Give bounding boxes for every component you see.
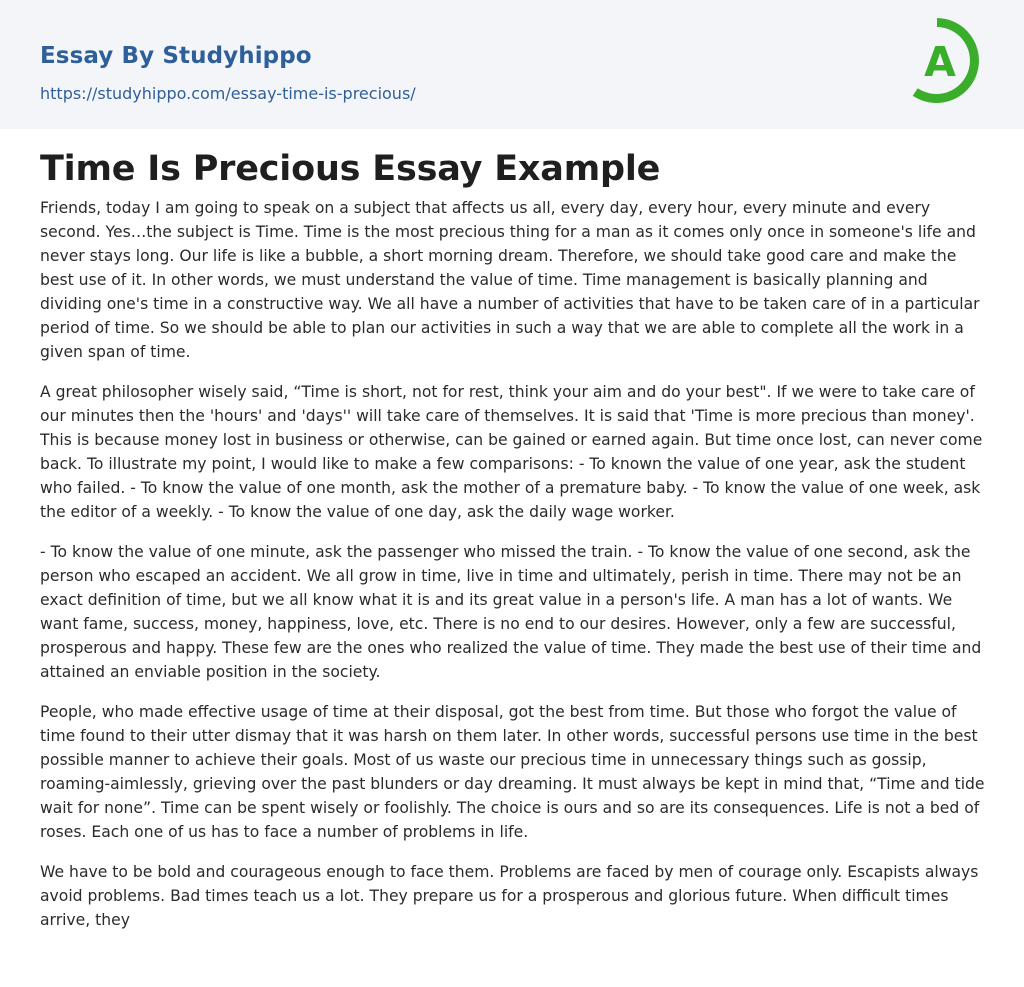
brand-title[interactable]: Essay By Studyhippo	[40, 43, 312, 69]
logo-icon	[909, 17, 991, 107]
logo-letter: A	[924, 38, 956, 86]
page-title: Time Is Precious Essay Example	[40, 149, 661, 189]
essay-paragraph-1: Friends, today I am going to speak on a subject that affects us all, every day, every hour, every minute and every second. Yes…the subject is Time. Time is the most precious thing for a man as it comes only once in someone's life and never stays long. Our life is like a bubble, a short morning dream. Therefore, we should take good care and make the best use of it. In other words, we must understand the value of time. Time management is basically planning and dividing one's time in a constructive way. We all have a number of activities that have to be taken care of in a particular period of time. So we should be able to plan our activities in such a way that we are able to complete all the work in a given span of time.	[40, 199, 980, 361]
essay-paragraph-2: A great philosopher wisely said, “Time is short, not for rest, think your aim and do your best". If we were to take care of our minutes then the 'hours' and 'days'' will take care of themselves. It is said that 'Time is more precious than money'. This is because money lost in business or otherwise, can be gained or earned again. But time once lost, can never come back. To illustrate my point, I would like to make a few comparisons: - To known the value of one year, ask the student who failed. - To know the value of one month, ask the mother of a premature baby. - To know the value of one week, ask the editor of a weekly. - To know the value of one day, ask the daily wage worker.	[40, 383, 983, 521]
site-header	[0, 0, 1024, 129]
essay-paragraph-4: People, who made effective usage of time at their disposal, got the best from time. But those who forgot the value of time found to their utter dismay that it was harsh on them later. In other words, successful persons use time in the best possible manner to achieve their goals. Most of us waste our precious time in unnecessary things such as gossip, roaming-aimlessly, grieving over the past blunders or day dreaming. It must always be kept in mind that, “Time and tide wait for none”. Time can be spent wisely or foolishly. The choice is ours and so are its consequences. Life is not a bed of roses. Each one of us has to face a number of problems in life.	[40, 703, 985, 841]
essay-content	[40, 129, 988, 932]
essay-paragraph-5: We have to be bold and courageous enough to face them. Problems are faced by men of courage only. Escapists always avoid problems. Bad times teach us a lot. They prepare us for a prosperous and glorious future. When difficult times arrive, they	[40, 863, 979, 929]
studyhippo-logo[interactable]	[909, 17, 991, 107]
essay-paragraph-3: - To know the value of one minute, ask the passenger who missed the train. - To know the value of one second, ask the person who escaped an accident. We all grow in time, live in time and ultimately, perish in time. There may not be an exact definition of time, but we all know what it is and its great value in a person's life. A man has a lot of wants. We want fame, success, money, happiness, love, etc. There is no end to our desires. However, only a few are successful, prosperous and happy. These few are the ones who realized the value of time. They made the best use of their time and attained an enviable position in the society.	[40, 543, 982, 681]
source-url-link[interactable]: https://studyhippo.com/essay-time-is-precious/	[40, 84, 416, 103]
